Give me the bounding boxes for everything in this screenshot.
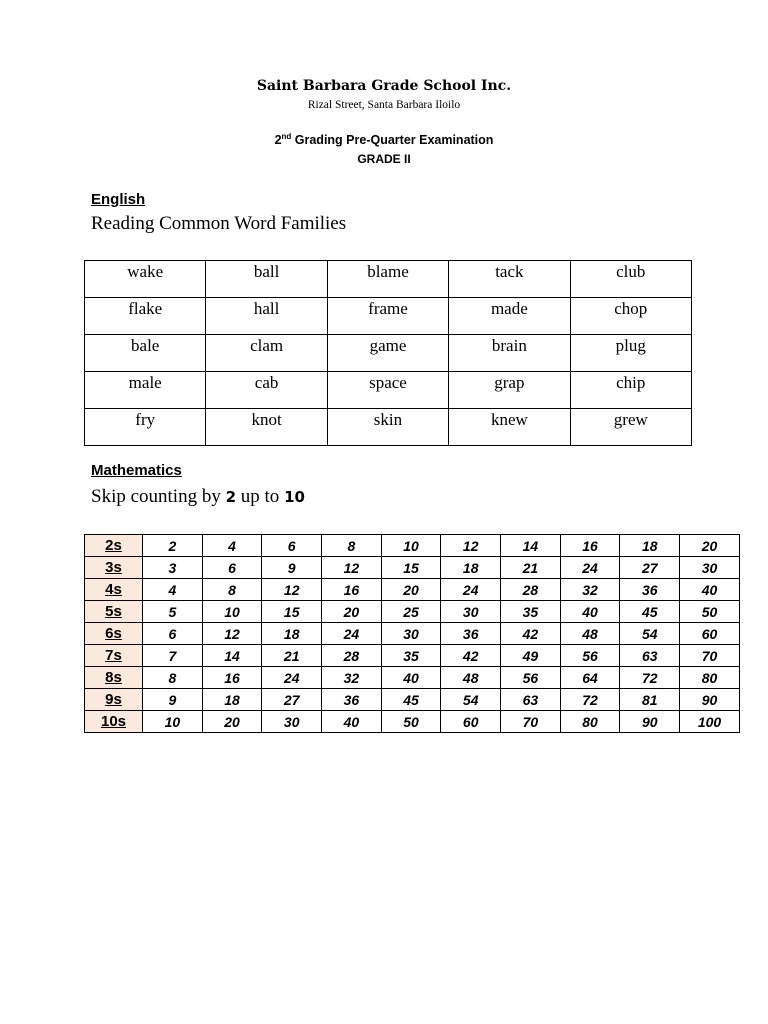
skip-value-cell: 18 <box>620 535 680 557</box>
word-row <box>85 409 692 446</box>
skip-row <box>85 579 740 601</box>
skip-value-cell: 63 <box>620 645 680 667</box>
skip-value-cell: 60 <box>680 623 740 645</box>
skip-row <box>85 623 740 645</box>
word-cell: grap <box>449 372 570 409</box>
skip-value-cell: 24 <box>560 557 620 579</box>
word-cell: made <box>449 298 570 335</box>
word-row <box>85 298 692 335</box>
skip-value-cell: 90 <box>680 689 740 711</box>
skip-value-cell: 40 <box>322 711 382 733</box>
skip-value-cell: 12 <box>202 623 262 645</box>
mathematics-subtitle <box>91 486 305 508</box>
skip-value-cell: 63 <box>501 689 561 711</box>
skip-value-cell: 18 <box>202 689 262 711</box>
skip-value-cell: 27 <box>620 557 680 579</box>
skip-value-cell: 2 <box>143 535 203 557</box>
skip-row-label: 7s <box>85 645 143 667</box>
skip-value-cell: 35 <box>381 645 441 667</box>
skip-value-cell: 12 <box>322 557 382 579</box>
skip-value-cell: 56 <box>560 645 620 667</box>
skip-value-cell: 80 <box>680 667 740 689</box>
skip-value-cell: 6 <box>262 535 322 557</box>
skip-counting-table <box>84 534 740 733</box>
word-cell: club <box>570 261 691 298</box>
skip-value-cell: 16 <box>322 579 382 601</box>
skip-value-cell: 20 <box>202 711 262 733</box>
word-cell: space <box>327 372 448 409</box>
skip-value-cell: 49 <box>501 645 561 667</box>
skip-value-cell: 50 <box>381 711 441 733</box>
english-subtitle: Reading Common Word Families <box>91 213 347 234</box>
skip-value-cell: 50 <box>680 601 740 623</box>
skip-value-cell: 10 <box>381 535 441 557</box>
skip-row-label: 5s <box>85 601 143 623</box>
skip-value-cell: 36 <box>441 623 501 645</box>
word-row <box>85 335 692 372</box>
word-cell: male <box>85 372 206 409</box>
skip-value-cell: 21 <box>262 645 322 667</box>
skip-value-cell: 9 <box>143 689 203 711</box>
grade-level: GRADE II <box>357 152 411 166</box>
word-cell: ball <box>206 261 327 298</box>
skip-value-cell: 28 <box>501 579 561 601</box>
skip-value-cell: 7 <box>143 645 203 667</box>
skip-value-cell: 72 <box>560 689 620 711</box>
skip-value-cell: 35 <box>501 601 561 623</box>
skip-value-cell: 4 <box>202 535 262 557</box>
skip-value-cell: 4 <box>143 579 203 601</box>
word-cell: fry <box>85 409 206 446</box>
skip-value-cell: 16 <box>202 667 262 689</box>
exam-ordinal: 2 <box>274 133 282 148</box>
skip-value-cell: 16 <box>560 535 620 557</box>
skip-value-cell: 24 <box>441 579 501 601</box>
skip-row-label: 8s <box>85 667 143 689</box>
skip-value-cell: 64 <box>560 667 620 689</box>
word-cell: blame <box>327 261 448 298</box>
subtitle-mid: up to <box>236 486 285 507</box>
skip-row <box>85 535 740 557</box>
skip-value-cell: 6 <box>202 557 262 579</box>
subtitle-by-number: 2 <box>225 488 237 506</box>
skip-row <box>85 601 740 623</box>
word-cell: cab <box>206 372 327 409</box>
word-cell: tack <box>449 261 570 298</box>
skip-value-cell: 6 <box>143 623 203 645</box>
skip-value-cell: 21 <box>501 557 561 579</box>
skip-value-cell: 8 <box>322 535 382 557</box>
skip-value-cell: 12 <box>441 535 501 557</box>
skip-value-cell: 30 <box>680 557 740 579</box>
exam-ordinal-suffix: nd <box>281 132 292 141</box>
skip-row-label: 10s <box>85 711 143 733</box>
skip-value-cell: 20 <box>381 579 441 601</box>
word-cell: chop <box>570 298 691 335</box>
skip-row-label: 2s <box>85 535 143 557</box>
word-cell: brain <box>449 335 570 372</box>
skip-value-cell: 12 <box>262 579 322 601</box>
word-cell: chip <box>570 372 691 409</box>
skip-value-cell: 32 <box>322 667 382 689</box>
skip-row <box>85 689 740 711</box>
skip-value-cell: 36 <box>322 689 382 711</box>
skip-value-cell: 14 <box>202 645 262 667</box>
skip-value-cell: 40 <box>381 667 441 689</box>
word-cell: frame <box>327 298 448 335</box>
word-cell: plug <box>570 335 691 372</box>
skip-value-cell: 56 <box>501 667 561 689</box>
subtitle-pre: Skip counting by <box>91 486 226 507</box>
skip-value-cell: 90 <box>620 711 680 733</box>
word-row <box>85 261 692 298</box>
skip-value-cell: 30 <box>441 601 501 623</box>
skip-value-cell: 5 <box>143 601 203 623</box>
english-heading: English <box>91 191 146 208</box>
skip-value-cell: 32 <box>560 579 620 601</box>
skip-row-label: 3s <box>85 557 143 579</box>
word-cell: wake <box>85 261 206 298</box>
skip-value-cell: 20 <box>322 601 382 623</box>
skip-value-cell: 3 <box>143 557 203 579</box>
skip-value-cell: 60 <box>441 711 501 733</box>
skip-value-cell: 100 <box>680 711 740 733</box>
word-cell: knot <box>206 409 327 446</box>
skip-value-cell: 70 <box>501 711 561 733</box>
skip-value-cell: 45 <box>381 689 441 711</box>
skip-value-cell: 8 <box>143 667 203 689</box>
skip-row <box>85 645 740 667</box>
word-families-table <box>84 260 692 446</box>
skip-value-cell: 40 <box>680 579 740 601</box>
word-cell: flake <box>85 298 206 335</box>
skip-value-cell: 18 <box>262 623 322 645</box>
skip-value-cell: 54 <box>620 623 680 645</box>
skip-row <box>85 711 740 733</box>
skip-value-cell: 45 <box>620 601 680 623</box>
skip-row-label: 4s <box>85 579 143 601</box>
exam-title <box>0 132 768 147</box>
skip-value-cell: 48 <box>560 623 620 645</box>
skip-value-cell: 27 <box>262 689 322 711</box>
skip-value-cell: 72 <box>620 667 680 689</box>
skip-value-cell: 20 <box>680 535 740 557</box>
word-cell: hall <box>206 298 327 335</box>
skip-value-cell: 54 <box>441 689 501 711</box>
subtitle-to-number: 10 <box>284 488 305 506</box>
word-cell: knew <box>449 409 570 446</box>
word-cell: bale <box>85 335 206 372</box>
skip-value-cell: 42 <box>501 623 561 645</box>
skip-value-cell: 24 <box>322 623 382 645</box>
school-name: Saint Barbara Grade School Inc. <box>256 78 512 94</box>
skip-row <box>85 667 740 689</box>
exam-title-text: Grading Pre-Quarter Examination <box>291 133 494 148</box>
skip-value-cell: 30 <box>262 711 322 733</box>
skip-row-label: 6s <box>85 623 143 645</box>
skip-value-cell: 40 <box>560 601 620 623</box>
skip-value-cell: 25 <box>381 601 441 623</box>
skip-value-cell: 10 <box>143 711 203 733</box>
skip-value-cell: 8 <box>202 579 262 601</box>
skip-value-cell: 36 <box>620 579 680 601</box>
skip-value-cell: 15 <box>381 557 441 579</box>
mathematics-heading: Mathematics <box>91 462 182 479</box>
skip-value-cell: 42 <box>441 645 501 667</box>
word-row <box>85 372 692 409</box>
skip-value-cell: 14 <box>501 535 561 557</box>
word-cell: clam <box>206 335 327 372</box>
skip-value-cell: 28 <box>322 645 382 667</box>
skip-row <box>85 557 740 579</box>
skip-row-label: 9s <box>85 689 143 711</box>
skip-value-cell: 10 <box>202 601 262 623</box>
skip-value-cell: 30 <box>381 623 441 645</box>
word-cell: game <box>327 335 448 372</box>
skip-value-cell: 9 <box>262 557 322 579</box>
skip-value-cell: 24 <box>262 667 322 689</box>
skip-value-cell: 48 <box>441 667 501 689</box>
skip-value-cell: 80 <box>560 711 620 733</box>
school-address: Rizal Street, Santa Barbara Iloilo <box>307 99 461 111</box>
skip-value-cell: 18 <box>441 557 501 579</box>
word-cell: grew <box>570 409 691 446</box>
skip-value-cell: 81 <box>620 689 680 711</box>
skip-value-cell: 70 <box>680 645 740 667</box>
word-cell: skin <box>327 409 448 446</box>
skip-value-cell: 15 <box>262 601 322 623</box>
